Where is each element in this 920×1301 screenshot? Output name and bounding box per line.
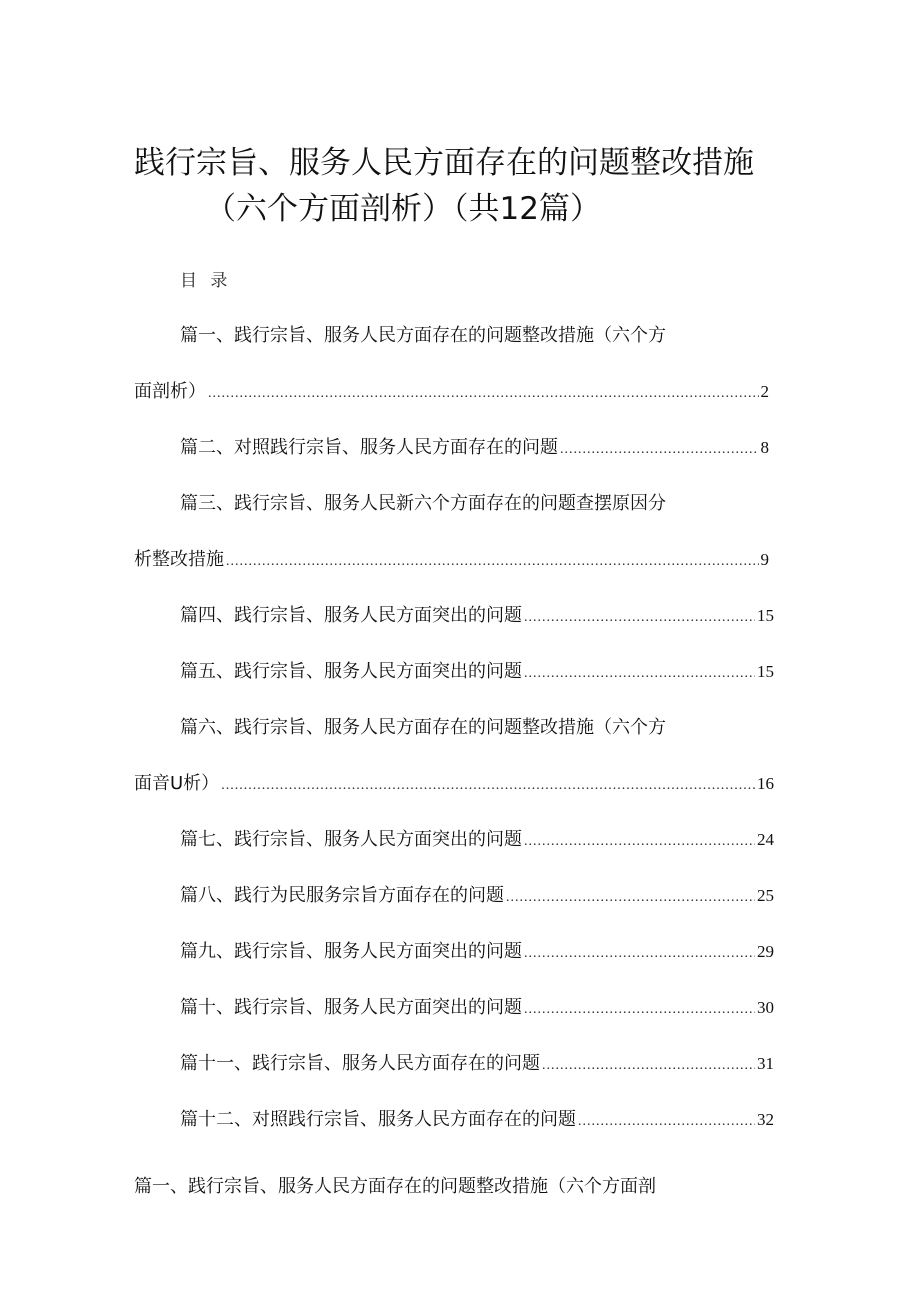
toc-entry-text: 篇四、践行宗旨、服务人民方面突出的问题 (180, 605, 522, 626)
toc-leader-dots (560, 438, 759, 462)
toc-page-number: 25 (757, 886, 774, 905)
toc-page-number: 24 (757, 830, 774, 849)
toc-leader-dots (542, 1054, 755, 1078)
toc-entry-4[interactable] (180, 604, 774, 630)
toc-entry-9[interactable] (180, 940, 774, 966)
toc-entry-12[interactable] (180, 1108, 774, 1134)
toc-entry-text: 面剖析） (134, 381, 206, 402)
document-title-line-1: 践行宗旨、服务人民方面存在的问题整改措施 (134, 145, 754, 181)
toc-entry-6-line-1: 篇六、践行宗旨、服务人民方面存在的问题整改措施（六个方 (180, 717, 666, 738)
toc-entry-1[interactable] (134, 380, 769, 406)
toc-entry-text: 析整改措施 (134, 549, 224, 570)
toc-leader-dots (524, 942, 755, 966)
toc-leader-dots (506, 886, 755, 910)
toc-page-number: 30 (757, 998, 774, 1017)
toc-leader-dots (221, 774, 755, 798)
toc-entry-text: 篇十一、践行宗旨、服务人民方面存在的问题 (180, 1053, 540, 1074)
toc-entry-text: 篇十、践行宗旨、服务人民方面突出的问题 (180, 997, 522, 1018)
toc-entry-text: 篇九、践行宗旨、服务人民方面突出的问题 (180, 941, 522, 962)
toc-page-number: 15 (757, 662, 774, 681)
toc-page-number: 16 (757, 774, 774, 793)
toc-entry-text: 篇五、践行宗旨、服务人民方面突出的问题 (180, 661, 522, 682)
toc-entry-6[interactable] (134, 772, 774, 798)
toc-leader-dots (524, 606, 755, 630)
toc-entry-text: 面音U析） (134, 773, 220, 794)
toc-entry-3[interactable] (134, 548, 769, 574)
toc-leader-dots (208, 382, 759, 406)
document-title-line-2: （六个方面剖析）（共12篇） (205, 191, 601, 227)
toc-page-number: 32 (757, 1110, 774, 1129)
toc-entry-3-line-1: 篇三、践行宗旨、服务人民新六个方面存在的问题查摆原因分 (180, 493, 666, 514)
toc-leader-dots (578, 1110, 755, 1134)
toc-entry-text: 篇八、践行为民服务宗旨方面存在的问题 (180, 885, 504, 906)
toc-entry-text: 篇七、践行宗旨、服务人民方面突出的问题 (180, 829, 522, 850)
toc-page-number: 29 (757, 942, 774, 961)
toc-leader-dots (524, 830, 755, 854)
section-heading: 篇一、践行宗旨、服务人民方面存在的问题整改措施（六个方面剖 (134, 1176, 656, 1197)
toc-entry-1-line-1: 篇一、践行宗旨、服务人民方面存在的问题整改措施（六个方 (180, 325, 666, 346)
toc-entry-text: 篇十二、对照践行宗旨、服务人民方面存在的问题 (180, 1109, 576, 1130)
toc-leader-dots (226, 550, 759, 574)
toc-page-number: 15 (757, 606, 774, 625)
toc-entry-text: 篇二、对照践行宗旨、服务人民方面存在的问题 (180, 437, 558, 458)
toc-entry-10[interactable] (180, 996, 774, 1022)
toc-leader-dots (524, 662, 755, 686)
toc-page-number: 2 (760, 382, 769, 401)
toc-page-number: 31 (757, 1054, 774, 1073)
toc-entry-8[interactable] (180, 884, 774, 910)
toc-entry-2[interactable] (180, 436, 769, 462)
toc-entry-5[interactable] (180, 660, 774, 686)
toc-page-number: 8 (760, 438, 769, 457)
toc-entry-7[interactable] (180, 828, 774, 854)
toc-page-number: 9 (760, 550, 769, 569)
toc-heading: 目 录 (180, 271, 232, 291)
toc-leader-dots (524, 998, 755, 1022)
toc-entry-11[interactable] (180, 1052, 774, 1078)
